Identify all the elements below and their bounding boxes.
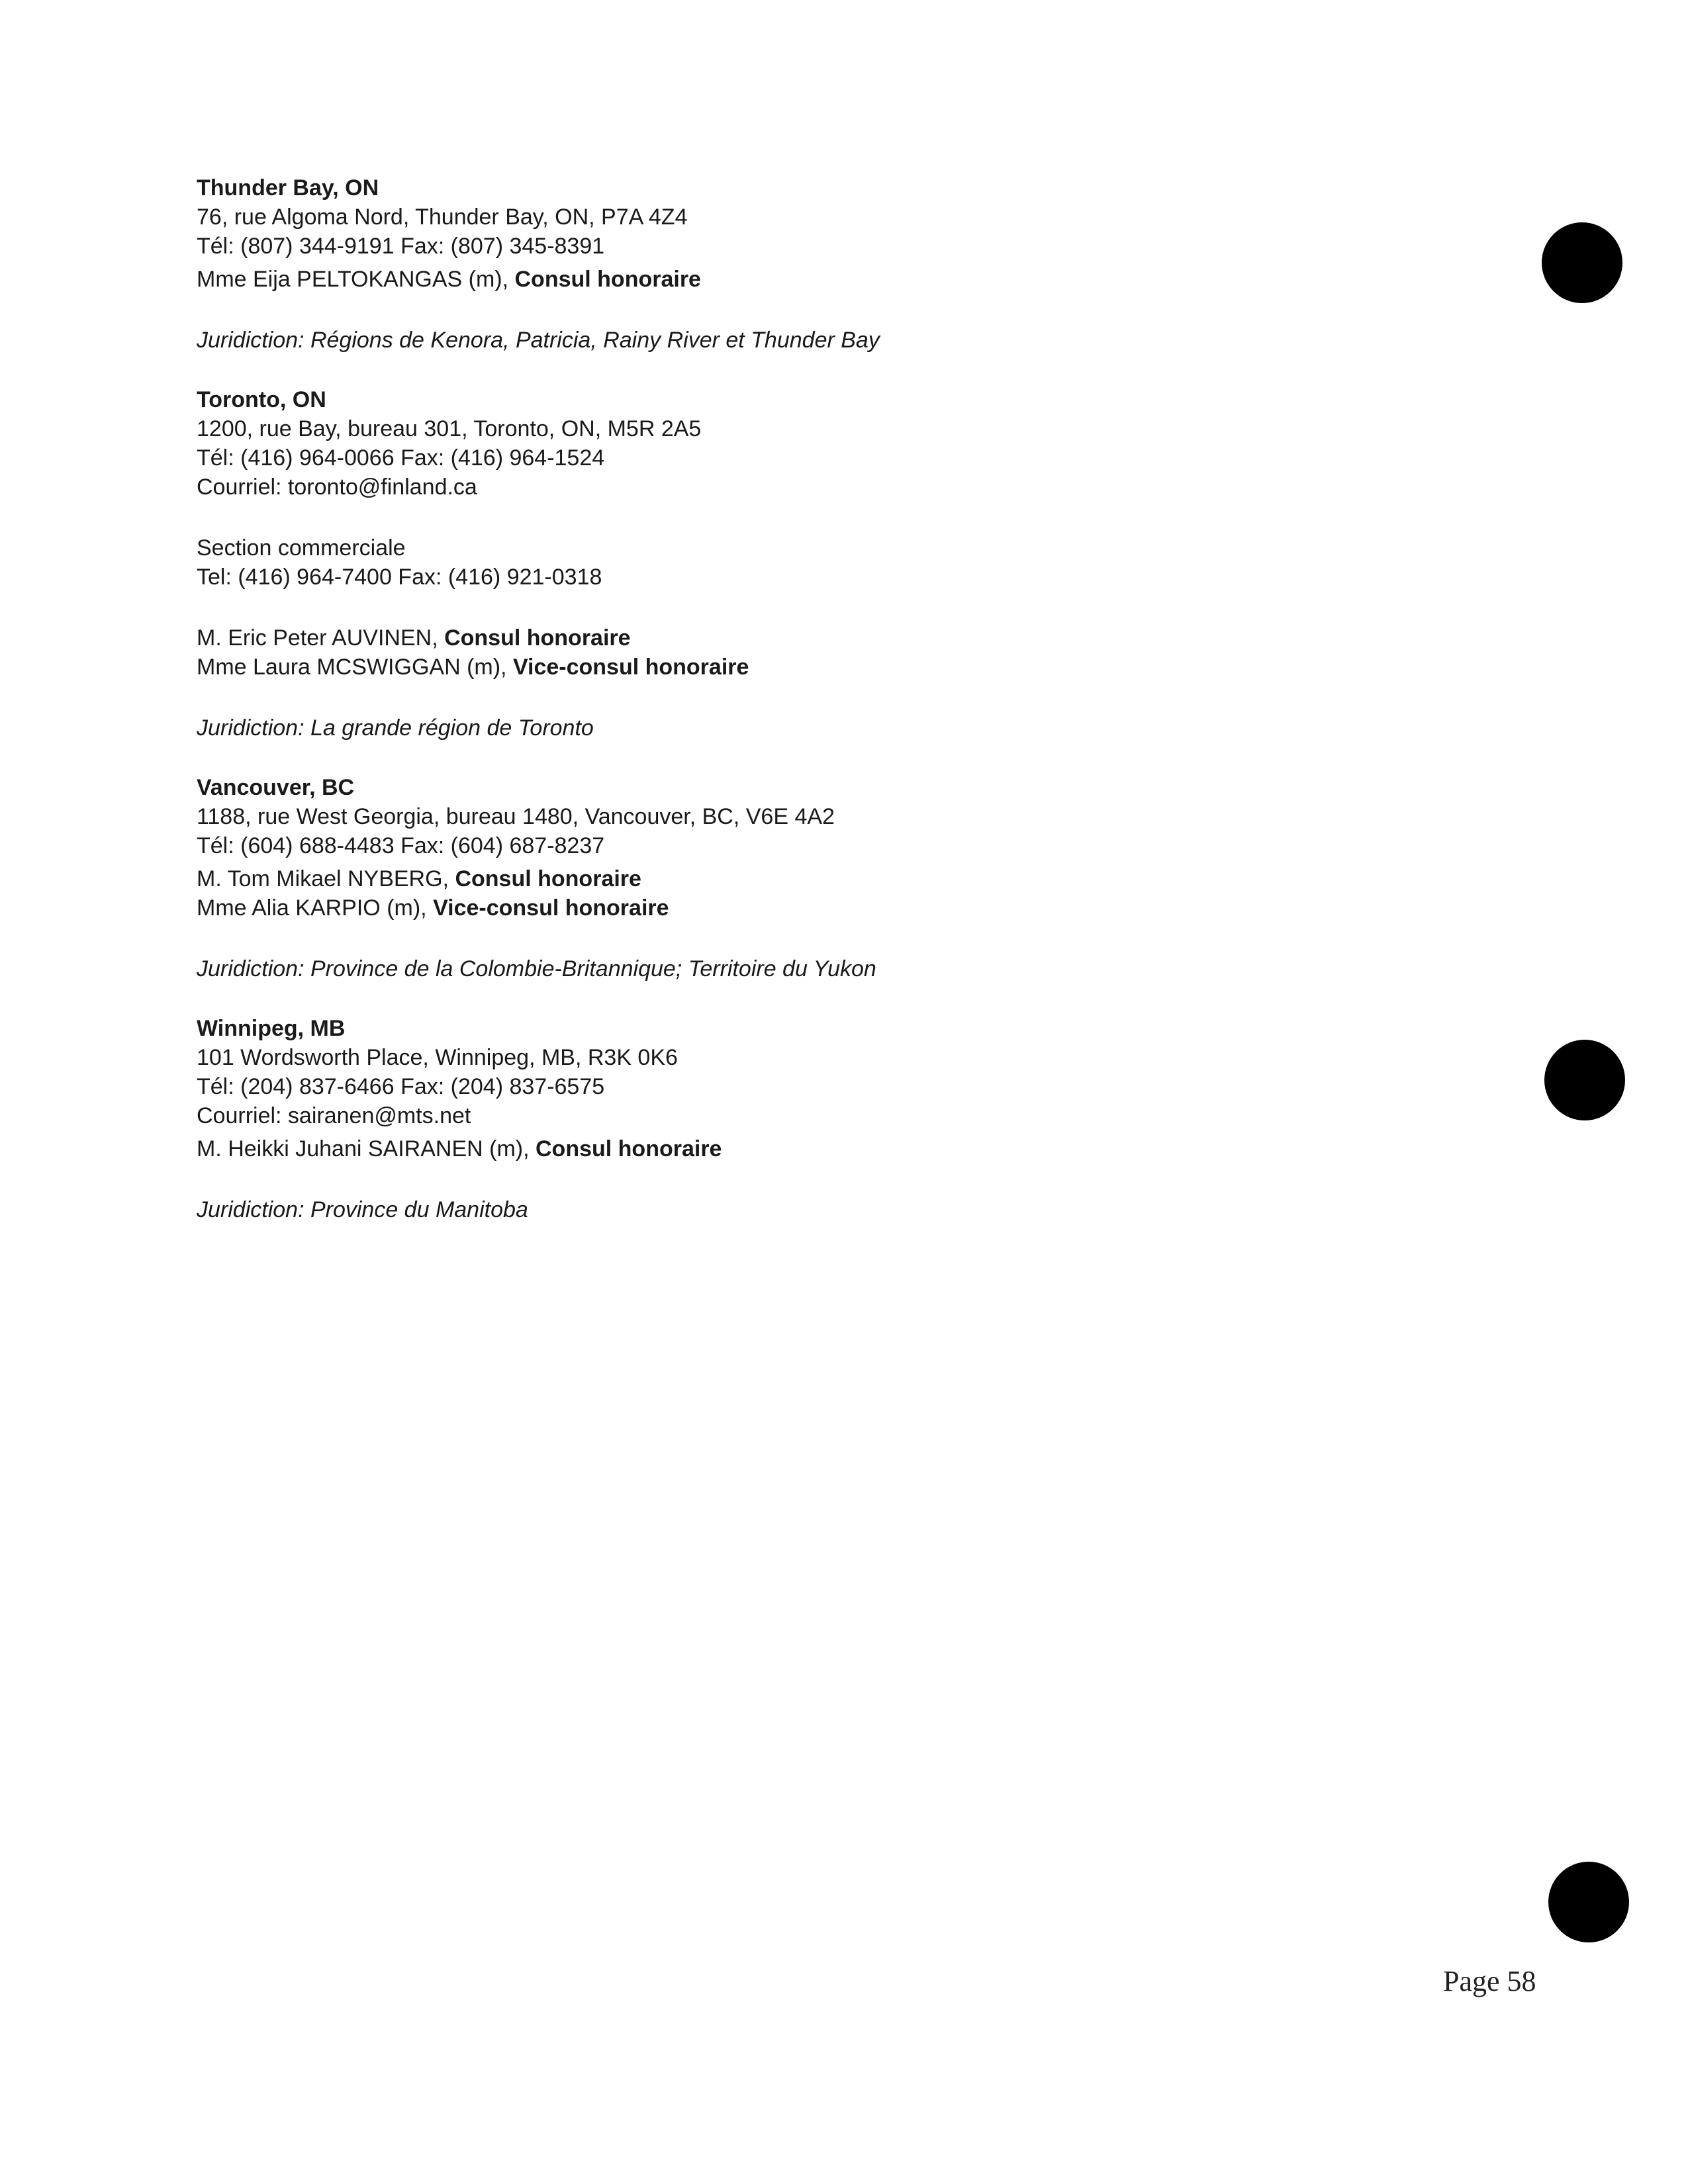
punch-hole-bottom [1548,1862,1629,1942]
address-line: 1200, rue Bay, bureau 301, Toronto, ON, M5R 2A5 [197,416,702,441]
consulate-listing [197,173,1454,1224]
entry-vancouver [197,773,1454,983]
consul-line [197,864,1454,893]
jurisdiction-line: Juridiction: Province de la Colombie-Britannique; Territoire du Yukon [197,956,876,981]
jurisdiction-line: Juridiction: Régions de Kenora, Patricia, Rainy River et Thunder Bay [197,328,880,353]
consul-name: M. Tom Mikael NYBERG, [197,866,455,891]
consul-title: Consul honoraire [514,267,701,292]
consul-line [197,623,1454,653]
consul-title: Consul honoraire [444,625,631,651]
entry-toronto [197,385,1454,743]
commercial-phone-line: Tel: (416) 964-7400 Fax: (416) 921-0318 [197,565,602,590]
vice-consul-title: Vice-consul honoraire [512,655,749,680]
consul-line [197,265,1454,294]
jurisdiction-line: Juridiction: La grande région de Toronto [197,715,594,741]
phone-line: Tél: (604) 688-4483 Fax: (604) 687-8237 [197,833,605,858]
vice-consul-title: Vice-consul honoraire [433,895,669,921]
consul-name: M. Eric Peter AUVINEN, [197,625,445,651]
email-line: Courriel: sairanen@mts.net [197,1103,471,1128]
city-heading: Thunder Bay, ON [197,175,379,201]
vice-consul-name: Mme Laura MCSWIGGAN (m), [197,655,513,680]
address-line: 1188, rue West Georgia, bureau 1480, Vancouver, BC, V6E 4A2 [197,804,835,829]
phone-line: Tél: (416) 964-0066 Fax: (416) 964-1524 [197,445,605,471]
page-number: Page 58 [1443,1965,1536,1997]
city-heading: Vancouver, BC [197,775,355,800]
consul-title: Consul honoraire [536,1136,722,1161]
phone-line: Tél: (204) 837-6466 Fax: (204) 837-6575 [197,1074,605,1099]
vice-consul-name: Mme Alia KARPIO (m), [197,895,434,921]
jurisdiction-line: Juridiction: Province du Manitoba [197,1197,528,1222]
consul-name: M. Heikki Juhani SAIRANEN (m), [197,1136,536,1161]
commercial-section-label: Section commerciale [197,535,406,561]
address-line: 101 Wordsworth Place, Winnipeg, MB, R3K 0K6 [197,1045,678,1070]
punch-hole-top [1542,222,1622,303]
email-line: Courriel: toronto@finland.ca [197,475,477,500]
consul-title: Consul honoraire [455,866,641,891]
phone-line: Tél: (807) 344-9191 Fax: (807) 345-8391 [197,234,605,259]
address-line: 76, rue Algoma Nord, Thunder Bay, ON, P7A 4Z4 [197,205,688,230]
vice-consul-line [197,893,1454,923]
city-heading: Winnipeg, MB [197,1016,346,1041]
punch-hole-middle [1544,1040,1625,1120]
consul-line [197,1134,1454,1163]
city-heading: Toronto, ON [197,387,326,412]
vice-consul-line [197,653,1454,682]
consul-name: Mme Eija PELTOKANGAS (m), [197,267,515,292]
entry-thunder-bay [197,173,1454,355]
entry-winnipeg [197,1014,1454,1224]
